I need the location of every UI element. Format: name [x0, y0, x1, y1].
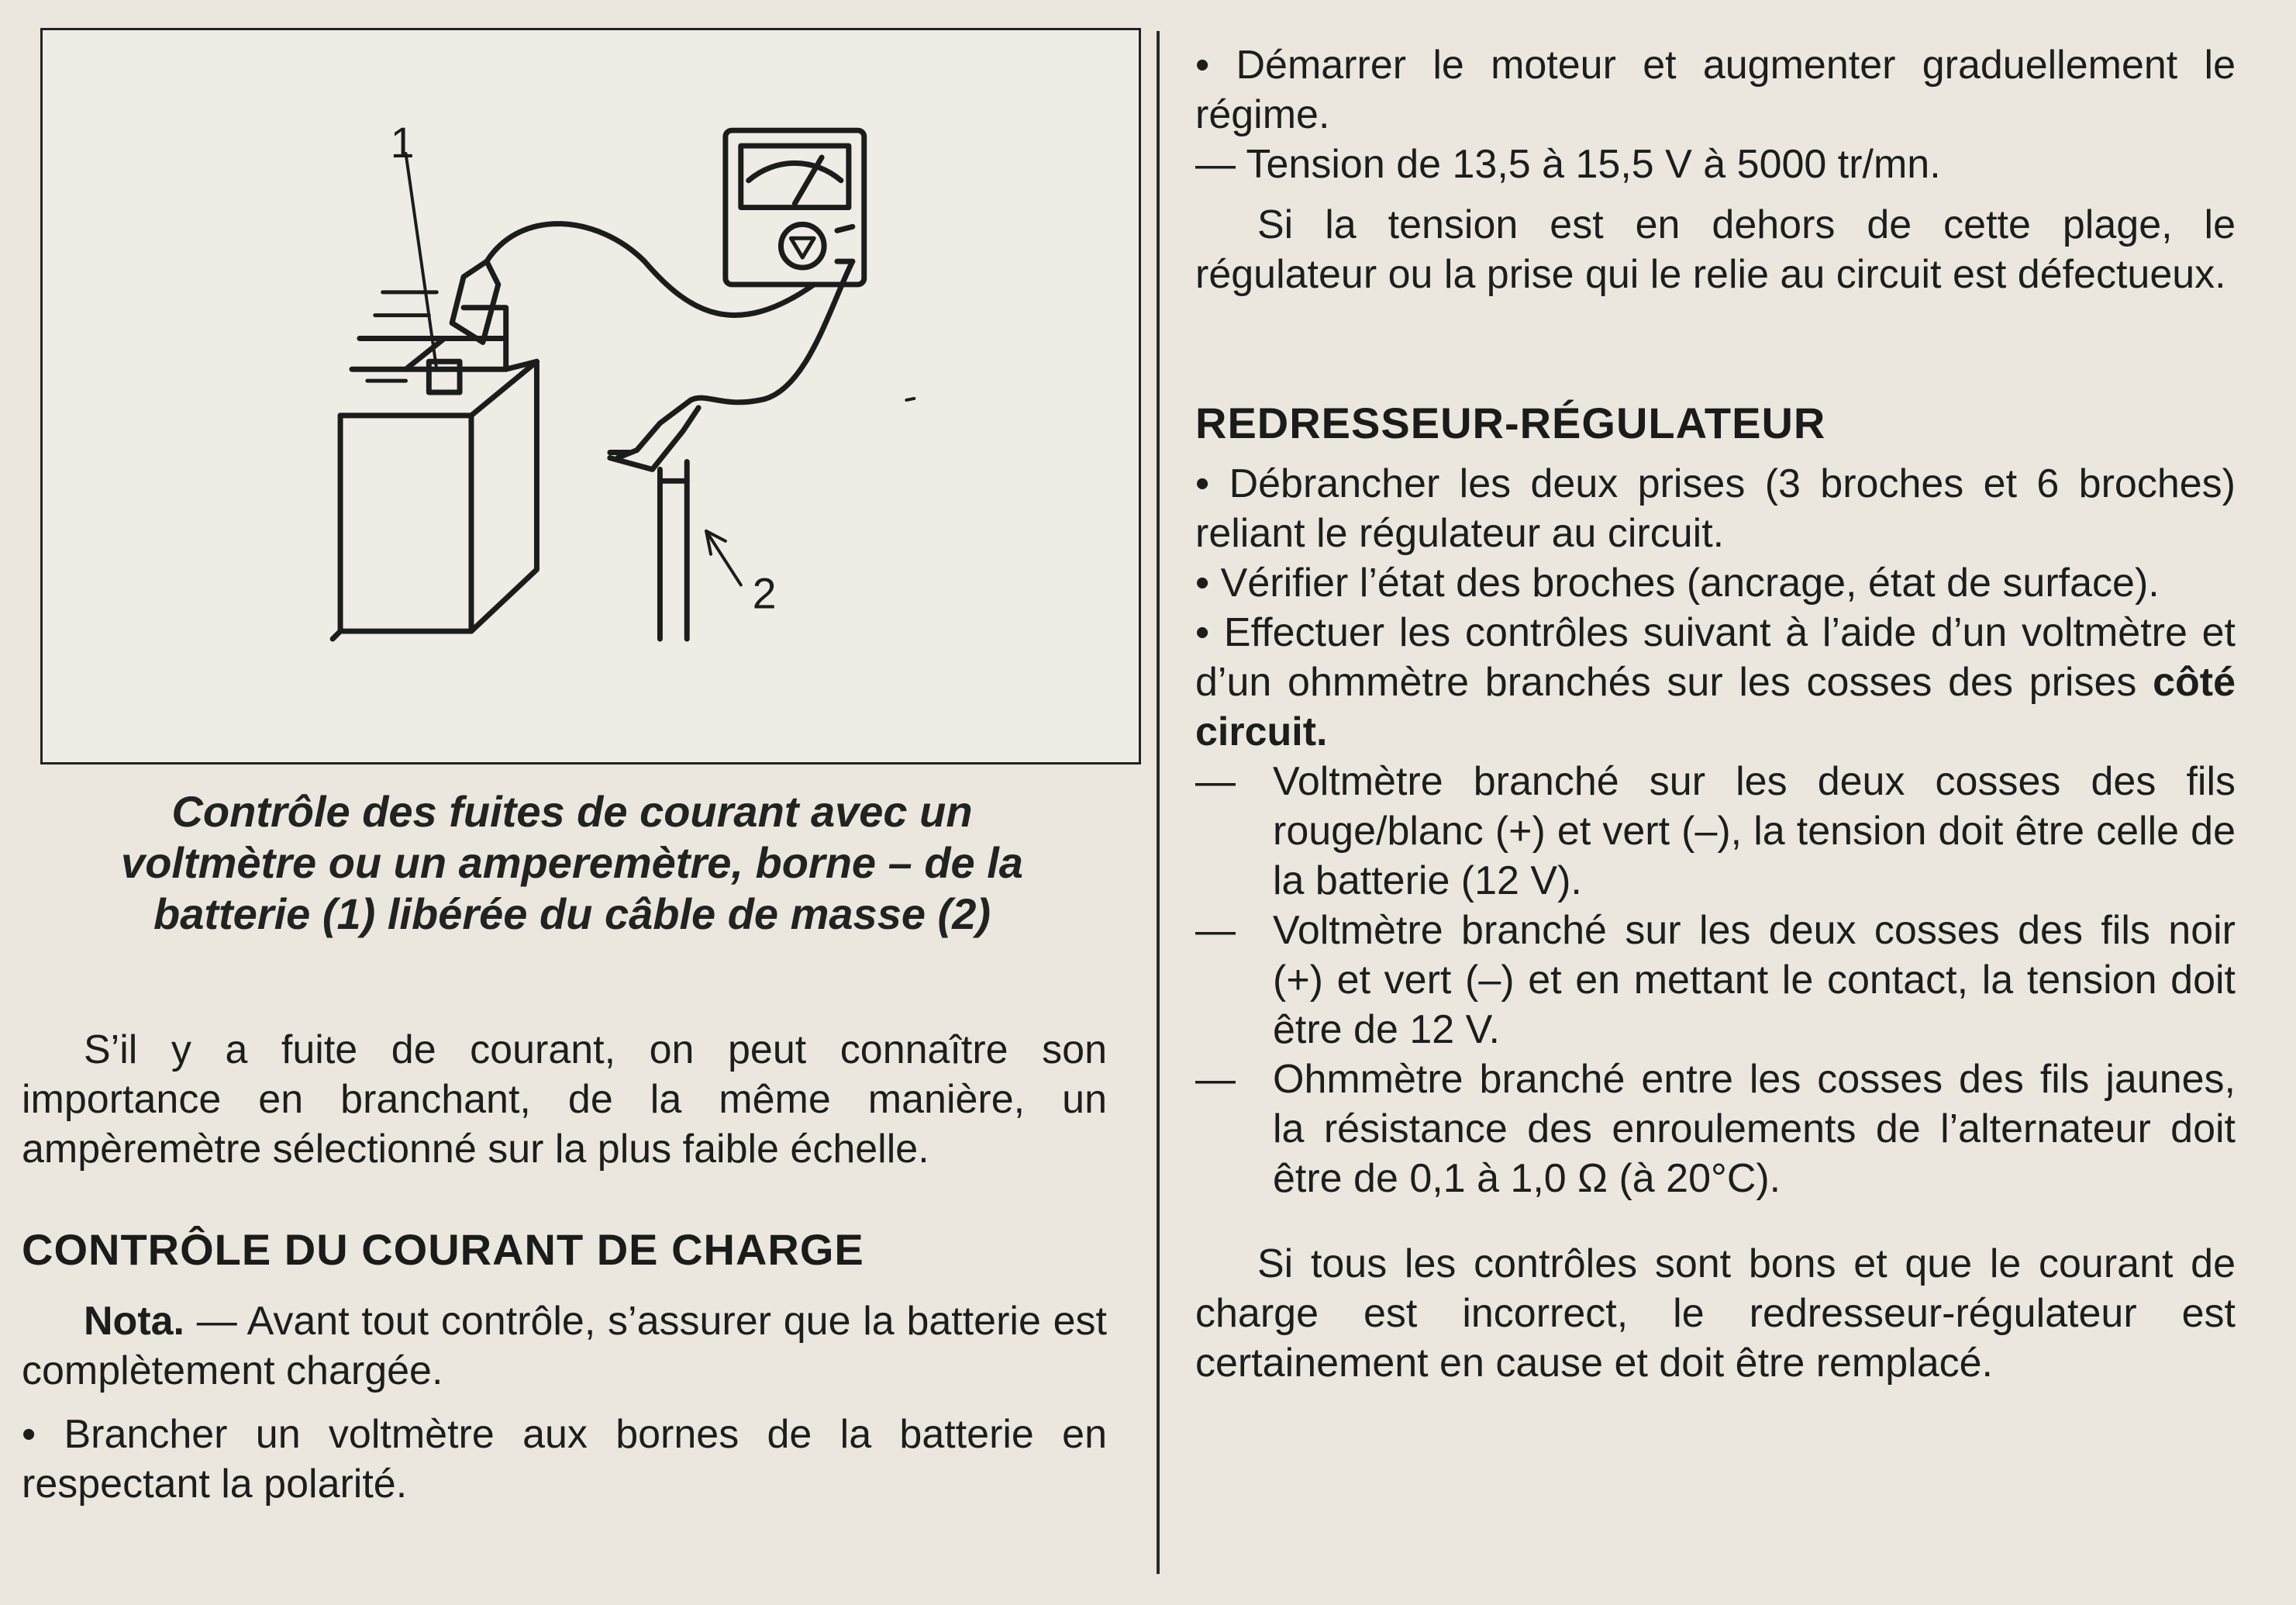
- conclusion-paragraph: Si tous les contrôles sont bons et que le courant de charge est incorrect, le redresseur-régulateur est certainement en cause et doit être remplacé.: [1195, 1241, 2236, 1386]
- check-yellow-ohms: — Ohmmètre branché entre les cosses des fils jaunes, la résistance des enroulements de l’alternateur doit être de 0,1 à 1,0 Ω (à 20°C).: [1195, 1054, 2236, 1203]
- label-2: 2: [752, 569, 777, 618]
- charge-heading: CONTRÔLE DU COURANT DE CHARGE: [22, 1225, 864, 1274]
- meter-lead-1: [487, 224, 814, 316]
- check-red-white: — Voltmètre branché sur les deux cosses des fils rouge/blanc (+) et vert (–), la tension doit être celle de la batterie (12 V).: [1195, 757, 2236, 906]
- dash-mark: —: [1195, 908, 1236, 953]
- dash-mark: —: [1195, 759, 1236, 804]
- circuit-side-bold: côté circuit.: [1195, 660, 2236, 754]
- check-black-green: — Voltmètre branché sur les deux cosses des fils noir (+) et vert (–) et en mettant le contact, la tension doit être de 12 V.: [1195, 906, 2236, 1054]
- figure-caption: Contrôle des fuites de courant avec un voltmètre ou un amperemètre, borne – de la batterie (1) libérée du câble de masse (2): [121, 787, 1023, 938]
- start-engine-bullet: • Démarrer le moteur et augmenter graduellement le régime.: [1195, 43, 2236, 137]
- probe-clip: [452, 261, 498, 342]
- battery-voltmeter-illustration: [43, 30, 1139, 762]
- connect-voltmeter-bullet: • Brancher un voltmètre aux bornes de la batterie en respectant la polarité.: [22, 1412, 1107, 1507]
- battery-terminal: [429, 361, 460, 392]
- left-text: [22, 1025, 1107, 1509]
- label-1: 1: [390, 118, 415, 167]
- nota-text: — Avant tout contrôle, s’assurer que la batterie est complètement chargée.: [22, 1299, 1107, 1393]
- column-divider: [1157, 31, 1160, 1574]
- diagram-figure: [40, 28, 1141, 765]
- check-pins-bullet: • Vérifier l’état des broches (ancrage, état de surface).: [1195, 561, 2160, 606]
- leak-paragraph: S’il y a fuite de courant, on peut connaître son importance en branchant, de la même manière, un ampèremètre sélectionné sur la plus faible échelle.: [22, 1027, 1107, 1172]
- right-column: [1195, 40, 2236, 1388]
- battery-body: [340, 416, 471, 631]
- nota-paragraph: [22, 1296, 1107, 1396]
- controls-bullet: [1195, 608, 2236, 757]
- unplug-bullet: • Débrancher les deux prises (3 broches et 6 broches) reliant le régulateur au circuit.: [1195, 461, 2236, 556]
- regulator-heading: REDRESSEUR-RÉGULATEUR: [1195, 399, 1826, 447]
- dash-mark: —: [1195, 1057, 1236, 1102]
- nota-label: Nota.: [84, 1299, 184, 1344]
- tension-spec: — Tension de 13,5 à 15,5 V à 5000 tr/mn.: [1195, 142, 1941, 187]
- controls-text: • Effectuer les contrôles suivant à l’aide d’un voltmètre et d’un ohmmètre branchés sur les cosses des prises: [1195, 610, 2236, 705]
- tension-paragraph: Si la tension est en dehors de cette plage, le régulateur ou la prise qui le relie au circuit est défectueux.: [1195, 202, 2236, 297]
